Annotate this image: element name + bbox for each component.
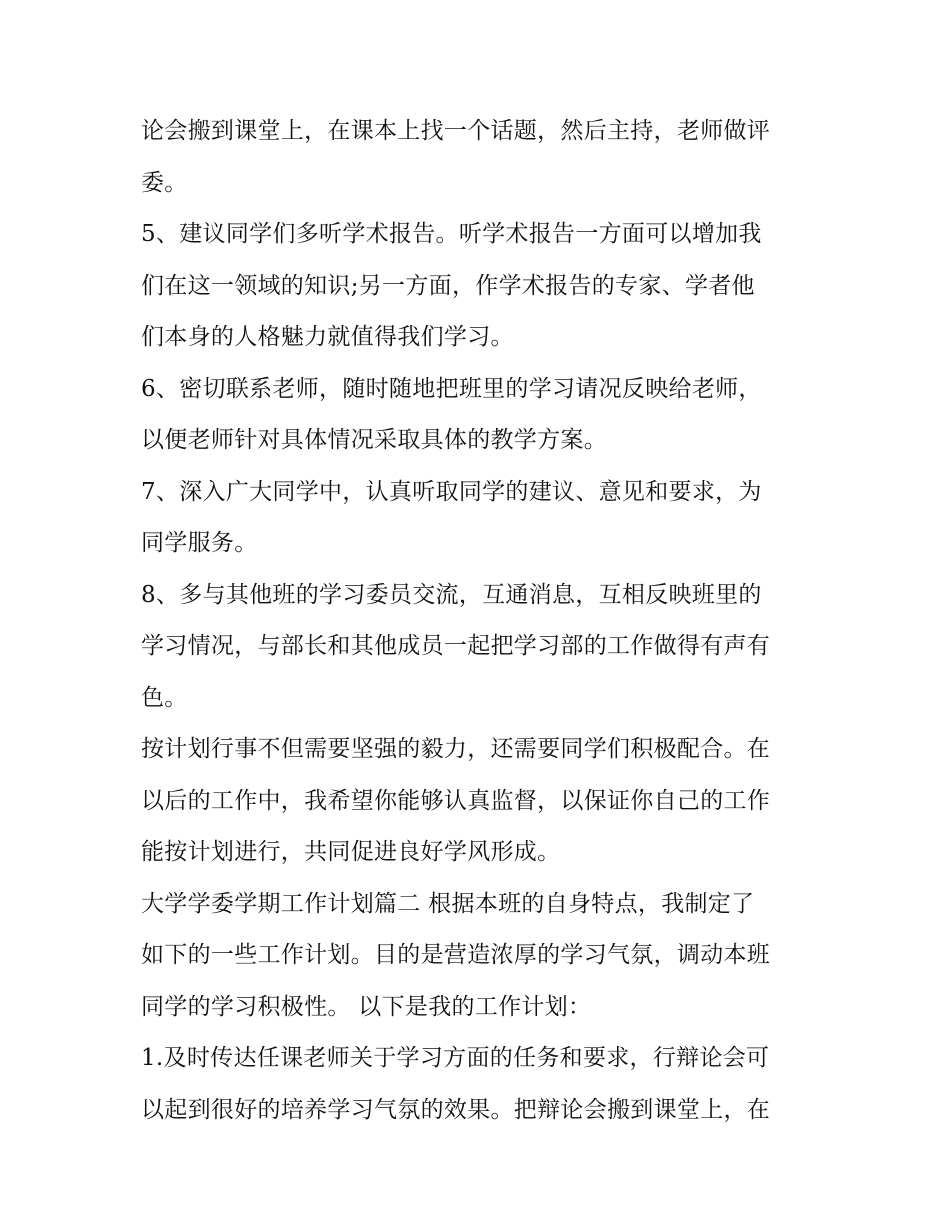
text-line: 们在这一领域的知识;另一方面，作学术报告的专家、学者他 bbox=[141, 272, 755, 299]
text-line: 按计划行事不但需要坚强的毅力，还需要同学们积极配合。在 bbox=[141, 736, 771, 762]
text-line: 7、深入广大同学中，认真听取同学的建议、意见和要求，为 bbox=[141, 478, 762, 505]
text-line: 大学学委学期工作计划篇二 根据本班的自身特点，我制定了 bbox=[141, 890, 755, 917]
text-line: 8、多与其他班的学习委员交流，互通消息，互相反映班里的 bbox=[141, 581, 762, 608]
text-line: 5、建议同学们多听学术报告。听学术报告一方面可以增加我 bbox=[141, 221, 762, 247]
text-line: 委。 bbox=[141, 169, 188, 196]
text-line: 同学的学习积极性。 以下是我的工作计划： bbox=[141, 993, 592, 1020]
text-line: 以便老师针对具体情况采取具体的教学方案。 bbox=[141, 427, 607, 453]
text-line: 以起到很好的培养学习气氛的效果。把辩论会搬到课堂上，在 bbox=[141, 1096, 771, 1123]
text-line: 们本身的人格魅力就值得我们学习。 bbox=[141, 324, 514, 350]
text-line: 以后的工作中，我希望你能够认真监督，以保证你自己的工作 bbox=[141, 787, 771, 814]
text-line: 论会搬到课堂上，在课本上找一个话题，然后主持，老师做评 bbox=[141, 118, 771, 144]
text-line: 色。 bbox=[141, 684, 188, 711]
text-line: 1.及时传达任课老师关于学习方面的任务和要求，行辩论会可 bbox=[141, 1045, 770, 1071]
text-line: 学习情况，与部长和其他成员一起把学习部的工作做得有声有 bbox=[141, 633, 771, 659]
text-line: 同学服务。 bbox=[141, 530, 258, 556]
document-body bbox=[141, 106, 821, 1136]
text-line: 能按计划进行，共同促进良好学风形成。 bbox=[141, 839, 561, 865]
text-line: 6、密切联系老师，随时随地把班里的学习请况反映给老师， bbox=[141, 375, 762, 402]
text-line: 如下的一些工作计划。目的是营造浓厚的学习气氛，调动本班 bbox=[141, 942, 771, 968]
